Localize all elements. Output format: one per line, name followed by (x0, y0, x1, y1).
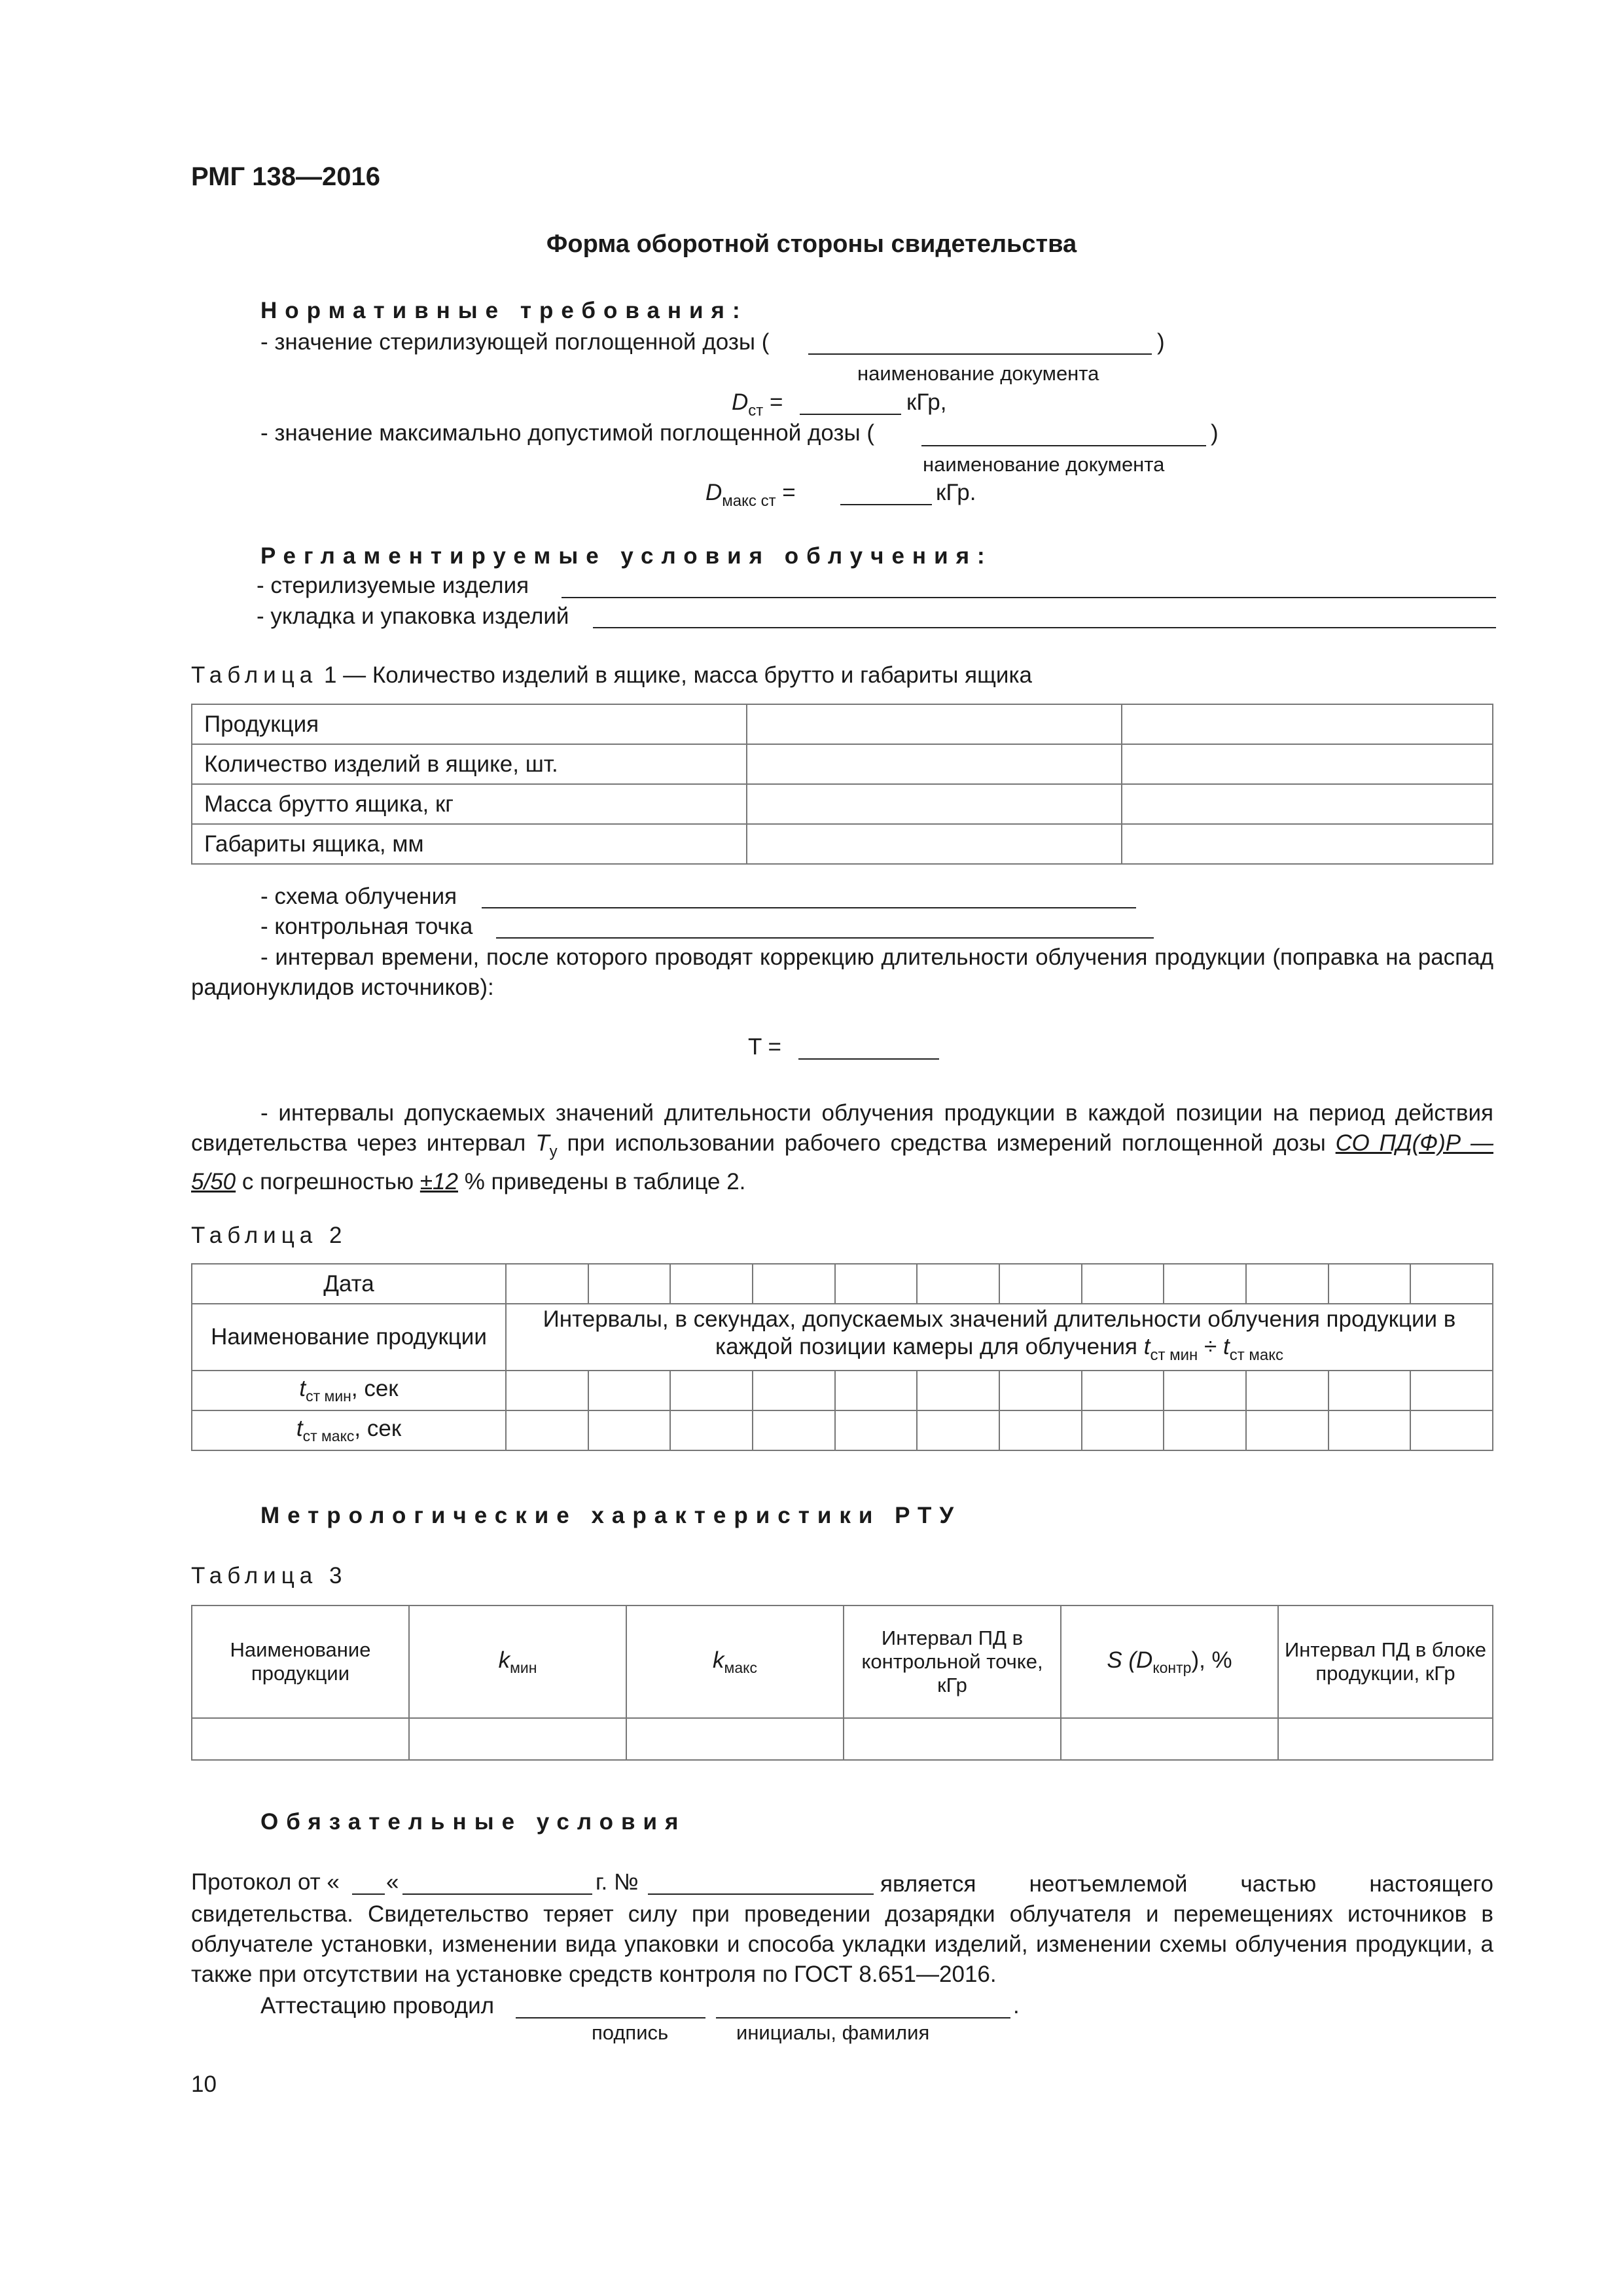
page-number: 10 (191, 2072, 217, 2097)
tmax-cell[interactable] (917, 1410, 999, 1450)
protocol-year-no: г. № (596, 1869, 639, 1895)
table1-cell[interactable] (747, 784, 1122, 824)
dmax-value-blank[interactable] (840, 504, 932, 505)
max-doc-blank[interactable] (921, 445, 1206, 446)
dose-line: - значение стерилизующей поглощенной дозы ( (260, 329, 770, 355)
table1-label-mass: Масса брутто ящика, кг (192, 784, 747, 824)
date-cell[interactable] (1246, 1264, 1329, 1304)
date-cell[interactable] (753, 1264, 835, 1304)
mandatory-heading: Обязательные условия (260, 1809, 687, 1835)
table3-header-s: S $(D_{контр})$, % (1061, 1605, 1278, 1718)
table1 (191, 704, 1493, 865)
tmax-cell[interactable] (999, 1410, 1082, 1450)
table1-label-product: Продукция (192, 704, 747, 744)
tmax-cell[interactable] (1329, 1410, 1411, 1450)
date-cell[interactable] (999, 1264, 1082, 1304)
tmin-cell[interactable] (1329, 1371, 1411, 1410)
t-value-blank[interactable] (798, 1058, 939, 1060)
name-blank[interactable] (716, 2017, 1010, 2018)
table3-header-pd-block: Интервал ПД в блоке продукции, кГр (1278, 1605, 1493, 1718)
tmin-cell[interactable] (1082, 1371, 1164, 1410)
table3-header-kmin: $k_{мин}$ (409, 1605, 626, 1718)
tmax-cell[interactable] (670, 1410, 753, 1450)
table2-date-label: Дата (192, 1264, 506, 1304)
table2 (191, 1263, 1493, 1451)
tmax-row-label: $t_{ст макс}$, сек (192, 1410, 506, 1450)
table-row (192, 1371, 1493, 1410)
tmin-cell[interactable] (835, 1371, 918, 1410)
intervals-paragraph: - интервалы допускаемых значений длительности облучения продукции в каждой позиции на период действия свидетельства через интервал $T_у$ при использовании рабочего средства измерений поглощенной дозы СО ПД(Ф)Р — 5/50 с погрешностью ±12 % приведены в таблице 2. (191, 1100, 1493, 1194)
form-title: Форма оборотной стороны свидетельства (546, 230, 1077, 258)
doc-caption-1: наименование документа (857, 362, 1099, 385)
table2-name-label: Наименование продукции (192, 1304, 506, 1371)
date-cell[interactable] (1329, 1264, 1411, 1304)
protocol-from: Протокол от « (191, 1869, 340, 1895)
tmin-cell[interactable] (588, 1371, 671, 1410)
metrology-heading: Метрологические характеристики РТУ (260, 1503, 962, 1528)
table2-caption: Таблица 2 (191, 1223, 348, 1248)
condition-item-packing: - укладка и упаковка изделий (257, 603, 569, 629)
table1-cell[interactable] (1122, 704, 1493, 744)
table1-label-quantity: Количество изделий в ящике, шт. (192, 744, 747, 784)
date-cell[interactable] (588, 1264, 671, 1304)
interval-paragraph: - интервал времени, после которого проводят коррекцию длительности облучения продукции (поправка на распад радионуклидов источников): (191, 944, 1493, 1000)
date-cell[interactable] (917, 1264, 999, 1304)
table1-cell[interactable] (747, 824, 1122, 864)
date-cell[interactable] (1410, 1264, 1493, 1304)
dst-formula: $D_{ст}$ = (732, 389, 783, 420)
tmax-cell[interactable] (588, 1410, 671, 1450)
table1-cell[interactable] (1122, 824, 1493, 864)
table-row (192, 1264, 1493, 1304)
table-row (192, 1605, 1493, 1718)
date-cell[interactable] (670, 1264, 753, 1304)
packing-blank[interactable] (593, 627, 1496, 628)
tmax-cell[interactable] (1164, 1410, 1246, 1450)
conditions-heading: Регламентируемые условия облучения: (260, 543, 993, 569)
table1-label-dimensions: Габариты ящика, мм (192, 824, 747, 864)
max-dose-line: - значение максимально допустимой поглощенной дозы ( (260, 420, 875, 446)
tmin-cell[interactable] (999, 1371, 1082, 1410)
tmin-row-label: $t_{ст мин}$, сек (192, 1371, 506, 1410)
table3-cell[interactable] (626, 1718, 844, 1760)
tmin-cell[interactable] (1246, 1371, 1329, 1410)
tmin-cell[interactable] (917, 1371, 999, 1410)
table2-intervals-header: Интервалы, в секундах, допускаемых значений длительности облучения продукции в каждой позиции камеры для облучения $t_{ст мин} \div t_{ст макс}$ (506, 1304, 1493, 1371)
table1-cell[interactable] (747, 704, 1122, 744)
table1-caption: Таблица 1 — Количество изделий в ящике, масса брутто и габариты ящика (191, 662, 1033, 688)
signature-blank[interactable] (516, 2017, 705, 2018)
attest-label: Аттестацию проводил (260, 1993, 495, 2018)
condition-item-products: - стерилизуемые изделия (257, 573, 529, 598)
table3-caption: Таблица 3 (191, 1563, 348, 1588)
scheme-label: - схема облучения (260, 884, 457, 909)
table3-cell[interactable] (844, 1718, 1061, 1760)
name-caption: инициалы, фамилия (736, 2021, 930, 2044)
table-row (192, 824, 1493, 864)
table-row (192, 1718, 1493, 1760)
dmax-formula: $D_{макс ст}$ = (705, 480, 796, 510)
dose-close-paren: ) (1157, 329, 1165, 355)
device-name: СО ПД(Ф)Р — 5/50 (191, 1130, 1493, 1194)
doc-caption-2: наименование документа (923, 453, 1165, 476)
dose-doc-blank[interactable] (808, 353, 1152, 355)
date-cell[interactable] (1164, 1264, 1246, 1304)
doc-code: РМГ 138—2016 (191, 162, 380, 191)
protocol-paragraph: является неотъемлемой частью настоящего свидетельства. Свидетельство теряет силу при проведении дозарядки облучателя и перемещениях источников в облучателе установки, изменении вида упаковки и способа укладки изделий, изменении схемы облучения продукции, а также при отсутствии на установке средств контроля по ГОСТ 8.651—2016. (191, 1871, 1493, 1987)
table3-header-name: Наименование продукции (192, 1605, 409, 1718)
max-close-paren: ) (1211, 420, 1219, 446)
control-point-blank[interactable] (496, 937, 1154, 939)
table-row (192, 704, 1493, 744)
tmin-cell[interactable] (1410, 1371, 1493, 1410)
table-row (192, 1304, 1493, 1371)
table3-cell[interactable] (192, 1718, 409, 1760)
tmax-cell[interactable] (1082, 1410, 1164, 1450)
tmin-cell[interactable] (506, 1371, 588, 1410)
table3-cell[interactable] (1061, 1718, 1278, 1760)
attest-period: . (1013, 1993, 1020, 2018)
date-cell[interactable] (835, 1264, 918, 1304)
table3-cell[interactable] (1278, 1718, 1493, 1760)
tmax-cell[interactable] (1246, 1410, 1329, 1450)
tmax-cell[interactable] (1410, 1410, 1493, 1450)
normative-heading: Нормативные требования: (260, 298, 748, 323)
dst-value-blank[interactable] (800, 414, 901, 415)
table-row (192, 784, 1493, 824)
tmax-cell[interactable] (506, 1410, 588, 1450)
tmax-cell[interactable] (753, 1410, 835, 1450)
table3-header-kmax: $k_{макс}$ (626, 1605, 844, 1718)
tmax-cell[interactable] (835, 1410, 918, 1450)
scheme-blank[interactable] (482, 907, 1136, 908)
tmin-cell[interactable] (670, 1371, 753, 1410)
signature-caption: подпись (592, 2021, 669, 2044)
dmax-unit: кГр. (936, 480, 976, 505)
protocol-quote: « (386, 1869, 399, 1895)
date-cell[interactable] (1082, 1264, 1164, 1304)
control-point-label: - контрольная точка (260, 914, 473, 939)
tmin-cell[interactable] (1164, 1371, 1246, 1410)
products-blank[interactable] (562, 597, 1496, 598)
dst-unit: кГр, (906, 389, 947, 415)
table1-cell[interactable] (1122, 784, 1493, 824)
table-row (192, 1410, 1493, 1450)
table3 (191, 1605, 1493, 1761)
table1-cell[interactable] (747, 744, 1122, 784)
t-formula: T = (748, 1034, 781, 1060)
accuracy-value: ±12 (419, 1169, 458, 1194)
table3-cell[interactable] (409, 1718, 626, 1760)
table-row (192, 744, 1493, 784)
tmin-cell[interactable] (753, 1371, 835, 1410)
table3-header-pd-control: Интервал ПД в контрольной точке, кГр (844, 1605, 1061, 1718)
date-cell[interactable] (506, 1264, 588, 1304)
table1-cell[interactable] (1122, 744, 1493, 784)
